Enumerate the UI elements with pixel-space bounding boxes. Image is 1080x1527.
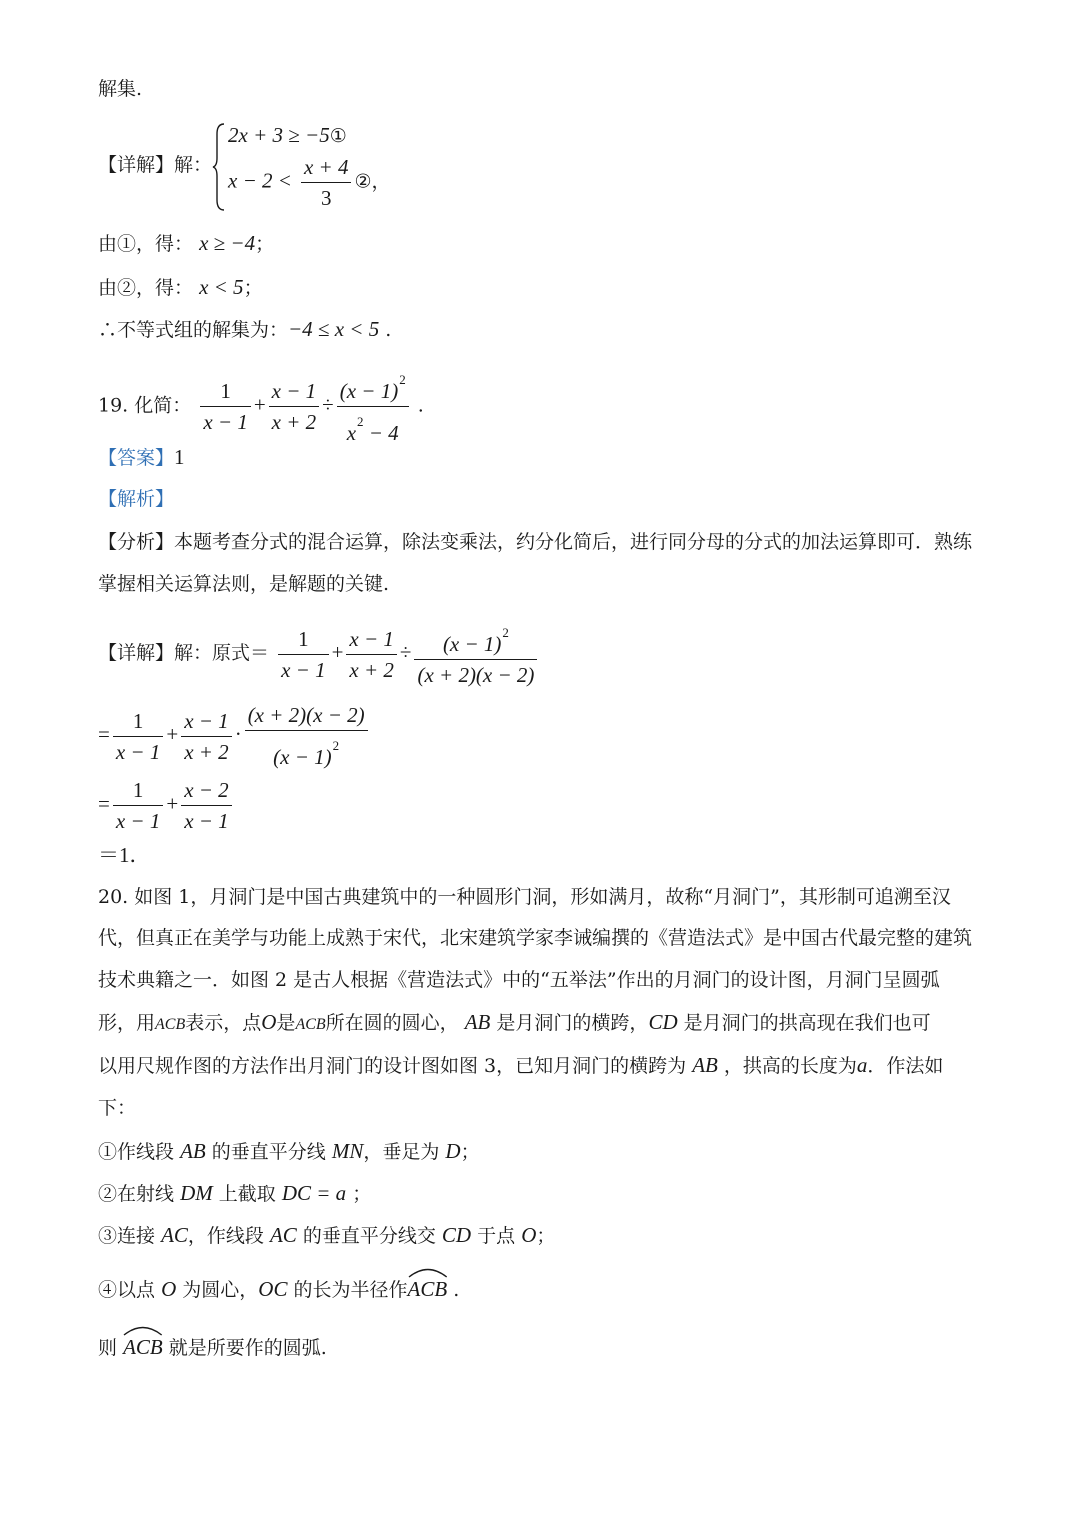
s4-o: O bbox=[161, 1277, 177, 1301]
s1-a: ①作线段 bbox=[98, 1141, 175, 1163]
fenxi-text2: 掌握相关运算法则，是解题的关键. bbox=[98, 573, 390, 595]
s1-d: D bbox=[445, 1139, 461, 1163]
s1-ab: AB bbox=[180, 1139, 206, 1163]
q18-tail bbox=[98, 74, 142, 104]
end-a: 则 bbox=[98, 1337, 118, 1359]
eq2-num: x + 4 bbox=[301, 152, 352, 183]
end-acb: ACB bbox=[123, 1335, 163, 1359]
end-b: 就是所要作的圆弧. bbox=[168, 1337, 327, 1359]
l4-f: 是月洞门的拱高现在我们也可 bbox=[683, 1012, 931, 1034]
q19-period: . bbox=[417, 394, 424, 417]
l4-b: 表示，点 bbox=[185, 1012, 262, 1034]
eq2-text: x − 2 < bbox=[228, 168, 292, 193]
s4-a: ④以点 bbox=[98, 1279, 156, 1301]
q19-frac1 bbox=[200, 376, 251, 437]
d3-frac1-num: 1 bbox=[113, 775, 164, 806]
s3-d: 于点 bbox=[477, 1225, 516, 1247]
q19-detail-intro: 解：原式＝ bbox=[174, 642, 270, 664]
d1-plus: + bbox=[331, 640, 344, 664]
q18-conclusion bbox=[98, 314, 391, 345]
detail-final bbox=[98, 840, 151, 871]
d3-frac1 bbox=[113, 775, 164, 836]
q19-frac3 bbox=[337, 365, 409, 448]
step1-end: ； bbox=[255, 233, 275, 255]
s2-eq: DC = a bbox=[281, 1181, 347, 1205]
s4-d: . bbox=[453, 1279, 460, 1301]
s1-c: ，垂足为 bbox=[363, 1141, 440, 1163]
q18-step1 bbox=[98, 228, 274, 259]
s2-b: 上截取 bbox=[218, 1183, 276, 1205]
q19-frac3-den-exp: 2 bbox=[357, 414, 364, 429]
final-result: ＝1． bbox=[98, 843, 151, 867]
l4-o: O bbox=[261, 1010, 277, 1034]
s4-b: 为圆心， bbox=[182, 1279, 259, 1301]
q19-frac2-den: x + 2 bbox=[271, 410, 317, 434]
eq-comma: ， bbox=[371, 170, 391, 193]
fenxi-line2 bbox=[98, 569, 389, 599]
fenxi-tag: 【分析】 bbox=[98, 531, 175, 553]
s3-a: ③连接 bbox=[98, 1225, 156, 1247]
l5-a-var: a bbox=[856, 1053, 868, 1077]
s2-c: ； bbox=[352, 1183, 372, 1205]
d1-frac3-exp: 2 bbox=[502, 625, 509, 640]
q19-number: 19. bbox=[98, 394, 129, 417]
d1-div: ÷ bbox=[399, 640, 412, 664]
arc-acb-2 bbox=[123, 1326, 163, 1362]
q20-line3 bbox=[98, 965, 940, 995]
detail-step1 bbox=[98, 618, 540, 690]
d3-frac2-den: x − 1 bbox=[184, 809, 229, 833]
answer-value: 1 bbox=[174, 445, 185, 469]
concl-end: . bbox=[385, 319, 392, 341]
s1-b: 的垂直平分线 bbox=[211, 1141, 326, 1163]
detail-step2 bbox=[98, 700, 371, 772]
d3-eq: = bbox=[98, 791, 110, 816]
system-eq2 bbox=[228, 152, 391, 213]
detail-intro: 解： bbox=[174, 154, 213, 176]
d2-frac3 bbox=[245, 700, 368, 772]
q19-frac2-num: x − 1 bbox=[269, 376, 320, 407]
l4-a: 形，用 bbox=[98, 1012, 156, 1034]
d2-frac3-num: (x + 2)(x − 2) bbox=[245, 700, 368, 731]
q20-text2: 代，但真正在美学与功能上成熟于宋代，北宋建筑学家李诫编撰的《营造法式》是中国古代最完整的建筑 bbox=[98, 927, 973, 949]
q20-line6 bbox=[98, 1093, 136, 1123]
d3-frac2 bbox=[181, 775, 232, 836]
l4-ab: AB bbox=[464, 1010, 491, 1034]
step-1 bbox=[98, 1136, 480, 1167]
end-line bbox=[98, 1326, 327, 1363]
eq1-mark: ① bbox=[329, 125, 347, 147]
q19-frac2 bbox=[269, 376, 320, 437]
eq2-fraction bbox=[301, 152, 352, 213]
d2-frac1 bbox=[113, 706, 164, 767]
d2-plus: + bbox=[166, 722, 179, 746]
fenxi-text1: 本题考查分式的混合运算，除法变乘法，约分化简后，进行同分母的分式的加法运算即可．熟练 bbox=[174, 531, 973, 553]
plus-sign: + bbox=[253, 392, 266, 417]
q19-frac1-den: x − 1 bbox=[203, 410, 248, 434]
l5-b: ，拱高的长度为 bbox=[723, 1055, 857, 1077]
arc-acb-1 bbox=[408, 1268, 448, 1304]
q18-step2 bbox=[98, 272, 263, 303]
step-4 bbox=[98, 1268, 459, 1305]
q18-tail-text: 解集. bbox=[98, 78, 143, 100]
step2-end: ； bbox=[243, 277, 263, 299]
step1-math: x ≥ −4 bbox=[199, 231, 256, 255]
q20-number: 20. bbox=[98, 886, 129, 908]
concl-text: ∴不等式组的解集为： bbox=[98, 319, 289, 341]
l4-e: 是月洞门的横跨， bbox=[496, 1012, 649, 1034]
eq2-mark: ② bbox=[354, 170, 372, 193]
d1-frac1-den: x − 1 bbox=[281, 657, 326, 682]
step2-math: x < 5 bbox=[199, 275, 244, 299]
s3-c: 的垂直平分线交 bbox=[302, 1225, 436, 1247]
d1-frac2-den: x + 2 bbox=[349, 657, 394, 682]
analysis-line bbox=[98, 484, 174, 514]
q20-line2 bbox=[98, 923, 972, 953]
step2-text: 由②，得： bbox=[98, 277, 194, 299]
l5-a: 以用尺规作图的方法作出月洞门的设计图如图 3，已知月洞门的横跨为 bbox=[98, 1055, 687, 1077]
step-3 bbox=[98, 1220, 555, 1251]
s3-o: O bbox=[521, 1223, 537, 1247]
s3-cd: CD bbox=[441, 1223, 472, 1247]
s3-b: ，作线段 bbox=[187, 1225, 264, 1247]
l4-acb1: ACB bbox=[155, 1016, 186, 1033]
d1-frac2 bbox=[346, 624, 397, 685]
q18-detail-line bbox=[98, 150, 212, 180]
s2-a: ②在射线 bbox=[98, 1183, 175, 1205]
d1-frac2-num: x − 1 bbox=[346, 624, 397, 655]
detail-tag: 【详解】 bbox=[98, 154, 175, 176]
d1-frac1-num: 1 bbox=[278, 624, 329, 655]
d2-frac1-num: 1 bbox=[113, 706, 164, 737]
d2-frac3-den: (x − 1) bbox=[273, 745, 332, 769]
s3-ac2: AC bbox=[269, 1223, 297, 1247]
q20-line5 bbox=[98, 1050, 943, 1081]
s4-oc: OC bbox=[258, 1277, 288, 1301]
s4-c: 的长为半径作 bbox=[293, 1279, 408, 1301]
q20-text1: 如图 1，月洞门是中国古典建筑中的一种圆形门洞，形如满月，故称“月洞门”，其形制可追溯至汉 bbox=[134, 886, 951, 908]
d1-frac3-den: (x + 2)(x − 2) bbox=[417, 663, 535, 687]
d2-dot: · bbox=[234, 722, 242, 746]
s4-acb: ACB bbox=[407, 1277, 448, 1301]
analysis-tag: 【解析】 bbox=[98, 488, 175, 510]
d2-frac2-den: x + 2 bbox=[184, 739, 229, 764]
l4-acb2: ACB bbox=[295, 1016, 326, 1033]
q19-frac1-num: 1 bbox=[200, 376, 251, 407]
l5-c: ．作法如 bbox=[867, 1055, 944, 1077]
d1-frac1 bbox=[278, 624, 329, 685]
arc-icon bbox=[123, 1324, 163, 1336]
q20-line1 bbox=[98, 882, 951, 912]
step1-text: 由①，得： bbox=[98, 233, 194, 255]
answer-tag: 【答案】 bbox=[98, 447, 175, 469]
s1-mn: MN bbox=[331, 1139, 364, 1163]
system-brace-icon bbox=[212, 122, 226, 212]
eq1-text: 2x + 3 ≥ −5 bbox=[228, 123, 330, 147]
l6-text: 下： bbox=[98, 1097, 137, 1119]
div-sign: ÷ bbox=[322, 392, 334, 417]
concl-math: −4 ≤ x < 5 bbox=[288, 317, 380, 341]
step-2 bbox=[98, 1178, 371, 1209]
answer-line bbox=[98, 442, 185, 473]
d1-frac3 bbox=[414, 618, 537, 690]
q20-line4 bbox=[98, 1007, 931, 1040]
l4-cd: CD bbox=[648, 1010, 678, 1034]
d3-plus: + bbox=[166, 791, 179, 816]
d3-frac2-num: x − 2 bbox=[181, 775, 232, 806]
q20-text3: 技术典籍之一．如图 2 是古人根据《营造法式》中的“五举法”作出的月洞门的设计图，月洞门呈圆弧 bbox=[98, 969, 940, 991]
q19-prompt bbox=[98, 365, 424, 448]
detail-step3 bbox=[98, 775, 235, 836]
arc-icon bbox=[408, 1266, 448, 1278]
d3-frac1-den: x − 1 bbox=[115, 809, 161, 833]
q19-frac3-den-tail: − 4 bbox=[363, 421, 399, 445]
d2-frac3-exp: 2 bbox=[332, 738, 340, 753]
q19-detail-tag: 【详解】 bbox=[98, 642, 175, 664]
d2-frac2-num: x − 1 bbox=[181, 706, 232, 737]
s3-ac1: AC bbox=[161, 1223, 188, 1247]
l5-ab: AB bbox=[692, 1053, 718, 1077]
q19-frac3-exp: 2 bbox=[399, 372, 406, 387]
l4-c: 是 bbox=[276, 1012, 296, 1034]
d2-frac1-den: x − 1 bbox=[115, 739, 161, 764]
s1-e: ； bbox=[460, 1141, 480, 1163]
system-eq1 bbox=[228, 120, 347, 151]
l4-d: 所在圆的圆心， bbox=[325, 1012, 459, 1034]
q19-frac3-num: (x − 1) bbox=[339, 379, 399, 403]
d2-frac2 bbox=[181, 706, 232, 767]
fenxi-line1 bbox=[98, 527, 972, 557]
eq2-den: 3 bbox=[320, 186, 332, 210]
q19-frac3-den: x bbox=[346, 421, 357, 445]
d2-eq: = bbox=[98, 722, 110, 746]
q19-prompt-text: 化简： bbox=[134, 394, 192, 417]
d1-frac3-num: (x − 1) bbox=[442, 632, 502, 656]
s3-e: ； bbox=[536, 1225, 556, 1247]
s2-dm: DM bbox=[180, 1181, 213, 1205]
